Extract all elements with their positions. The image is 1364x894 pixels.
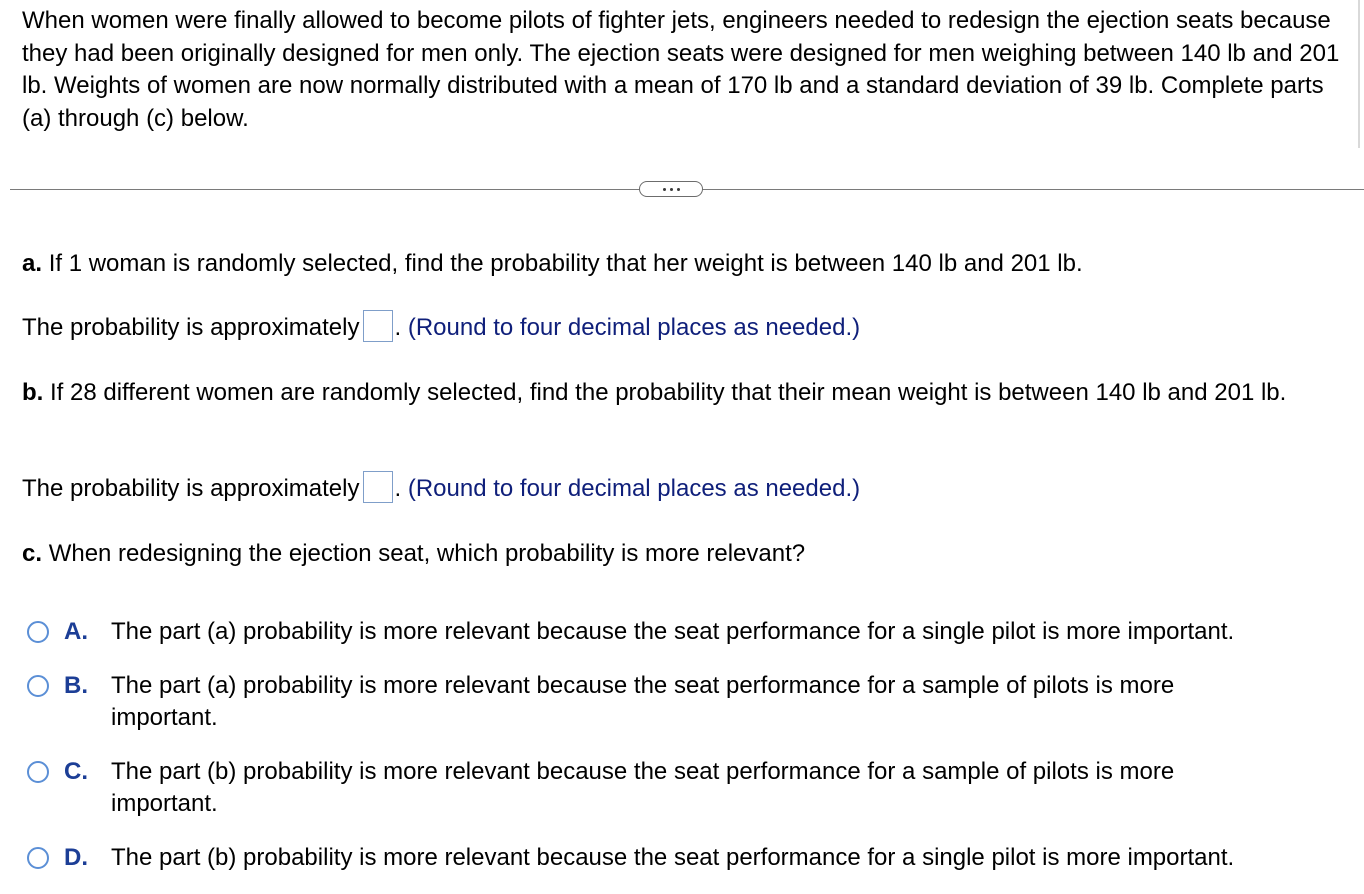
part-a-answer-suffix: . [394,314,402,341]
option-a-letter: A. [64,618,88,645]
scrollbar-edge[interactable] [1358,0,1360,148]
option-a-text: The part (a) probability is more relevant because the seat performance for a single pilot is more important. [111,618,1235,645]
part-a-rounding-hint: (Round to four decimal places as needed.) [407,314,861,341]
option-d-letter: D. [64,844,88,871]
part-b-question [22,377,1358,409]
part-b-question-text: If 28 different women are randomly selected, find the probability that their mean weight is between 140 lb and 201 lb. [50,379,1287,406]
part-b-answer-suffix: . [394,475,402,502]
option-b-text: The part (a) probability is more relevant because the seat performance for a sample of pilots is more important. [111,672,1175,731]
expand-more-button[interactable] [639,181,703,197]
part-c-question [22,538,805,570]
part-c-question-text: When redesigning the ejection seat, which probability is more relevant? [48,540,806,567]
radio-button-a[interactable] [27,621,49,643]
part-b-answer-input[interactable] [363,471,393,503]
option-d-text: The part (b) probability is more relevant because the seat performance for a single pilot is more important. [111,844,1235,871]
more-horizontal-icon [663,188,666,191]
more-horizontal-icon [670,188,673,191]
part-a-answer-input[interactable] [363,310,393,342]
part-b-rounding-hint: (Round to four decimal places as needed.) [407,475,861,502]
part-a-question [22,248,1083,280]
part-c-label: c. [22,540,43,567]
radio-button-c[interactable] [27,761,49,783]
part-a-answer-prefix: The probability is approximately [22,314,360,341]
part-a-question-text: If 1 woman is randomly selected, find the probability that her weight is between 140 lb and 201 lb. [48,250,1083,277]
problem-statement: When women were finally allowed to become pilots of fighter jets, engineers needed to redesign the ejection seats because they had been originally designed for men only. The ejection seats were designed for men weighing between 140 lb and 201 lb. Weights of women are now normally distributed with a mean of 170 lb and a standard deviation of 39 lb. Complete parts (a) through (c) below. [22,7,1340,132]
option-b-letter: B. [64,672,88,699]
part-b-label: b. [22,379,44,406]
more-horizontal-icon [677,188,680,191]
radio-button-b[interactable] [27,675,49,697]
option-c-text: The part (b) probability is more relevant because the seat performance for a sample of pilots is more important. [111,758,1175,817]
part-b-answer-prefix: The probability is approximately [22,475,360,502]
radio-button-d[interactable] [27,847,49,869]
part-a-answer-row [22,312,860,344]
part-a-label: a. [22,250,43,277]
option-c-letter: C. [64,758,88,785]
part-b-answer-row [22,473,860,505]
